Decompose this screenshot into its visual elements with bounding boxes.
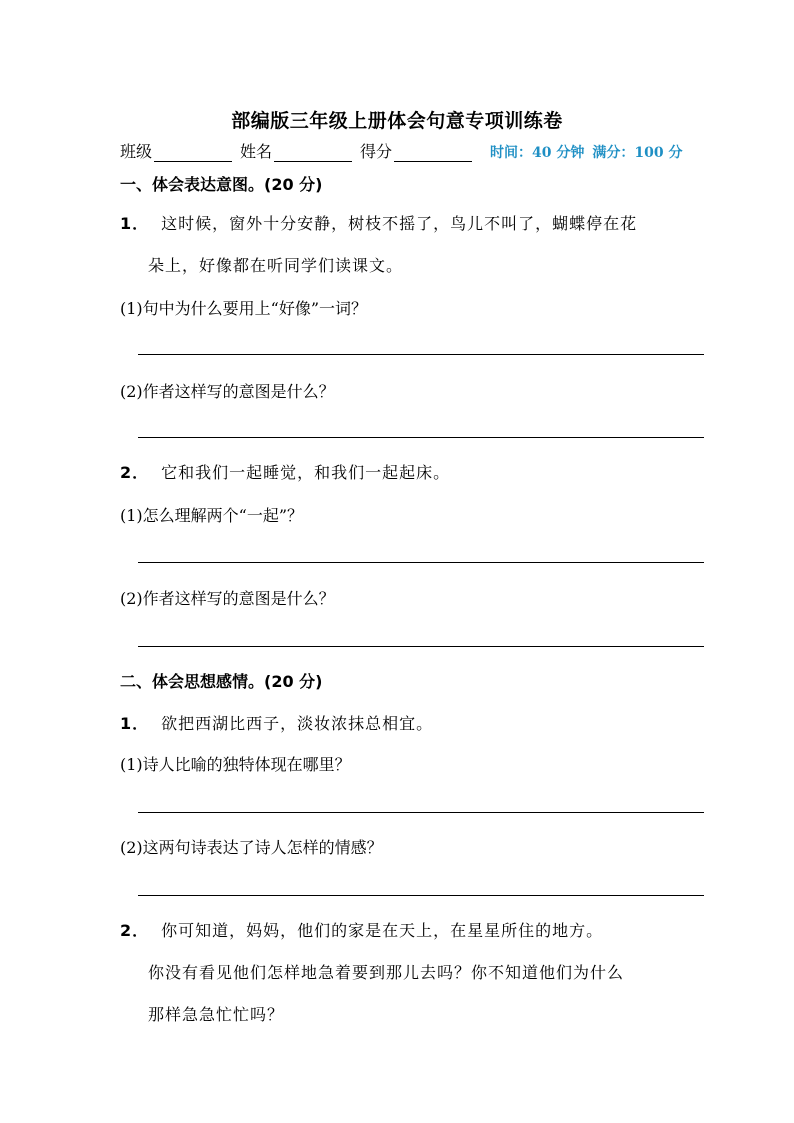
- full-score: 满分：100 分: [592, 145, 683, 161]
- name-blank[interactable]: [274, 143, 352, 162]
- question-number: 1．: [120, 214, 150, 233]
- answer-line[interactable]: [138, 562, 704, 563]
- question-text: [120, 711, 433, 734]
- section-heading: 二、体会思想感情。(20 分): [120, 672, 323, 691]
- score-label: 得分: [360, 142, 393, 161]
- answer-line[interactable]: [138, 895, 704, 896]
- score-blank[interactable]: [394, 143, 472, 162]
- question-line: 这时候，窗外十分安静，树枝不摇了，鸟儿不叫了，蝴蝶停在花: [161, 214, 638, 233]
- question-text: [120, 918, 603, 941]
- question-number: 2．: [120, 463, 150, 482]
- question-text: [120, 460, 450, 483]
- question-line: 它和我们一起睡觉，和我们一起起床。: [161, 463, 451, 482]
- exam-meta: [490, 142, 690, 162]
- question-line: 那样急急忙忙吗？: [148, 1005, 285, 1024]
- answer-line[interactable]: [138, 812, 704, 813]
- page-title: 部编版三年级上册体会句意专项训练卷: [231, 110, 563, 132]
- answer-line[interactable]: [138, 354, 704, 355]
- score-field: [360, 139, 472, 162]
- question-line: 你没有看见他们怎样地急着要到那儿去吗？你不知道他们为什么: [148, 963, 625, 982]
- question-text: [120, 211, 637, 234]
- class-field: [120, 139, 232, 162]
- student-info-row: [120, 138, 691, 162]
- name-label: 姓名: [240, 142, 273, 161]
- sub-question: (2)作者这样写的意图是什么？: [120, 382, 335, 401]
- sub-question: (1)诗人比喻的独特体现在哪里？: [120, 755, 351, 774]
- sub-question: (2)这两句诗表达了诗人怎样的情感？: [120, 838, 383, 857]
- question-line: 欲把西湖比西子，淡妆浓抹总相宜。: [161, 714, 434, 733]
- name-field: [240, 139, 352, 162]
- sub-question: (1)句中为什么要用上“好像”一词？: [120, 299, 368, 318]
- time-limit: 时间：40 分钟: [490, 145, 585, 161]
- sub-question: (1)怎么理解两个“一起”？: [120, 506, 304, 525]
- question-line: 你可知道，妈妈，他们的家是在天上，在星星所住的地方。: [161, 921, 604, 940]
- answer-line[interactable]: [138, 437, 704, 438]
- question-number: 1．: [120, 714, 150, 733]
- question-number: 2．: [120, 921, 150, 940]
- class-blank[interactable]: [154, 143, 232, 162]
- answer-line[interactable]: [138, 646, 704, 647]
- class-label: 班级: [120, 142, 153, 161]
- section-heading: 一、体会表达意图。(20 分): [120, 175, 323, 194]
- sub-question: (2)作者这样写的意图是什么？: [120, 589, 335, 608]
- question-line: 朵上，好像都在听同学们读课文。: [148, 256, 404, 275]
